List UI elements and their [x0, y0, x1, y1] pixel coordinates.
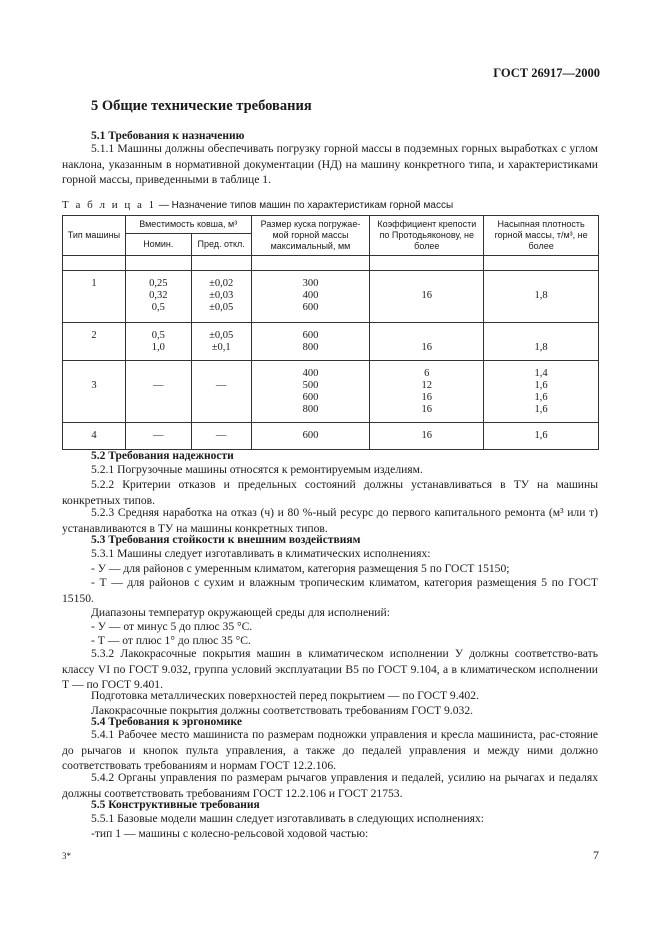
header-strength: Коэффициент крепости по Протодьяконову, не более	[370, 216, 484, 256]
header-type: Тип машины	[63, 216, 126, 256]
subsection-5-3-title: 5.3 Требования стойкости к внешним воздействиям	[91, 534, 361, 546]
paragraph-5-3-1-c: Диапазоны температур окружающей среды для исполнений:	[91, 606, 390, 619]
table-row	[63, 271, 599, 323]
paragraph-5-4-1: 5.4.1 Рабочее место машиниста по размерам подножки управления и кресла машиниста, рас-стояние до рычагов и кнопок пульта управления, а также до педалей управления и между ними должно соответствовать требованиям и нормам ГОСТ 12.2.106.	[62, 728, 598, 773]
cell-density: 1,6	[534, 430, 548, 441]
header-limit: Пред. откл.	[191, 234, 251, 256]
cell-type: 1	[91, 278, 97, 289]
paragraph-5-3-1-a: - У — для районов с умеренным климатом, категория размещения 5 по ГОСТ 15150;	[91, 562, 510, 575]
subsection-5-4-title: 5.4 Требования к эргономике	[91, 716, 242, 728]
cell-limit: ±0,02 ±0,03 ±0,05	[209, 278, 234, 313]
cell-nominal: —	[153, 380, 164, 391]
standard-number: ГОСТ 26917—2000	[493, 66, 600, 80]
table-caption-text: — Назначение типов машин по характеристикам горной массы	[156, 200, 454, 211]
paragraph-5-3-2-b: Лакокрасочные покрытия должны соответствовать требованиям ГОСТ 9.032.	[91, 704, 474, 717]
subsection-5-5-title: 5.5 Конструктивные требования	[91, 799, 260, 811]
page-number: 7	[593, 848, 599, 862]
paragraph-5-2-2: 5.2.2 Критерии отказов и предельных состояний должны устанавливаться в ТУ на машины конкретных типов.	[62, 478, 598, 507]
paragraph-5-3-1-d: - У — от минус 5 до плюс 35 °С.	[91, 620, 253, 633]
cell-nominal: 0,5 1,0	[151, 330, 165, 353]
cell-nominal: —	[153, 430, 164, 441]
footer-mark: 3*	[62, 851, 71, 861]
cell-size: 600 800	[302, 330, 319, 353]
header-capacity: Вместимость ковша, м³	[125, 216, 251, 234]
paragraph-5-2-1: 5.2.1 Погрузочные машины относятся к ремонтируемым изделиям.	[91, 463, 423, 476]
cell-type: 2	[91, 330, 97, 341]
header-nominal: Номин.	[125, 234, 191, 256]
paragraph-5-2-3: 5.2.3 Средняя наработка на отказ (ч) и 80 %-ный ресурс до первого капитального ремонта (м³ или т) устанавливаются в ТУ на машины конкретных типов.	[62, 506, 598, 535]
cell-strength: 6 12 16 16	[421, 368, 433, 415]
cell-density: 1,4 1,6 1,6 1,6	[534, 368, 548, 415]
paragraph-5-5-1: 5.5.1 Базовые модели машин следует изготавливать в следующих исполнениях:	[91, 812, 485, 825]
cell-strength: 16	[421, 342, 433, 353]
table-row	[63, 361, 599, 423]
cell-strength: 16	[421, 290, 433, 301]
cell-size: 400 500 600 800	[302, 368, 319, 415]
header-size: Размер куска погружае-мой горной массы максимальный, мм	[251, 216, 370, 256]
subsection-5-1-title: 5.1 Требования к назначению	[91, 130, 245, 142]
cell-density: 1,8	[534, 342, 548, 353]
table-caption	[62, 199, 453, 211]
cell-limit: —	[215, 430, 227, 441]
section-title: 5 Общие технические требования	[91, 98, 312, 114]
table-row	[63, 423, 599, 450]
paragraph-5-3-1-e: - Т — от плюс 1° до плюс 35 °С.	[91, 634, 251, 647]
table-caption-label: Т а б л и ц а 1	[62, 199, 157, 211]
paragraph-5-3-2-a: Подготовка металлических поверхностей перед покрытием — по ГОСТ 9.402.	[91, 689, 479, 702]
cell-type: 4	[91, 430, 97, 441]
paragraph-5-4-2: 5.4.2 Органы управления по размерам рычагов управления и педалей, усилию на рычагах и педалях должны соответствовать требованиям ГОСТ 12.2.106 и ГОСТ 21753.	[62, 771, 598, 800]
header-density: Насыпная плотность горной массы, т/м³, не более	[484, 216, 599, 256]
cell-strength: 16	[421, 430, 433, 441]
cell-limit: ±0,05 ±0,1	[209, 330, 234, 353]
cell-nominal: 0,25 0,32 0,5	[149, 278, 168, 313]
subsection-5-2-title: 5.2 Требования надежности	[91, 450, 234, 462]
paragraph-5-5-1-a: -тип 1 — машины с колесно-рельсовой ходовой частью:	[91, 827, 369, 840]
cell-size: 300 400 600	[302, 278, 319, 313]
table-row	[63, 323, 599, 361]
table-machine-types	[62, 215, 599, 450]
paragraph-5-1-1: 5.1.1 Машины должны обеспечивать погрузку горной массы в подземных горных выработках с углом наклона, указанным в нормативной документации (НД) на машину конкретного типа, и характеристиками горной массы, приведенными в таблице 1.	[62, 142, 598, 187]
cell-density: 1,8	[534, 290, 548, 301]
paragraph-5-3-1: 5.3.1 Машины следует изготавливать в климатических исполнениях:	[91, 547, 431, 560]
paragraph-5-3-1-b: - Т — для районов с сухим и влажным тропическим климатом, категория размещения 5 по ГОСТ 15150.	[62, 576, 598, 605]
cell-limit: —	[215, 380, 227, 391]
paragraph-5-3-2: 5.3.2 Лакокрасочные покрытия машин в климатическом исполнении У должны соответство-вать классу VI по ГОСТ 9.032, группа условий эксплуатации В5 по ГОСТ 9.104, а в климатическом исполнении Т — по ГОСТ 9.401.	[62, 647, 598, 692]
cell-size: 600	[302, 430, 319, 441]
cell-type: 3	[91, 380, 97, 391]
